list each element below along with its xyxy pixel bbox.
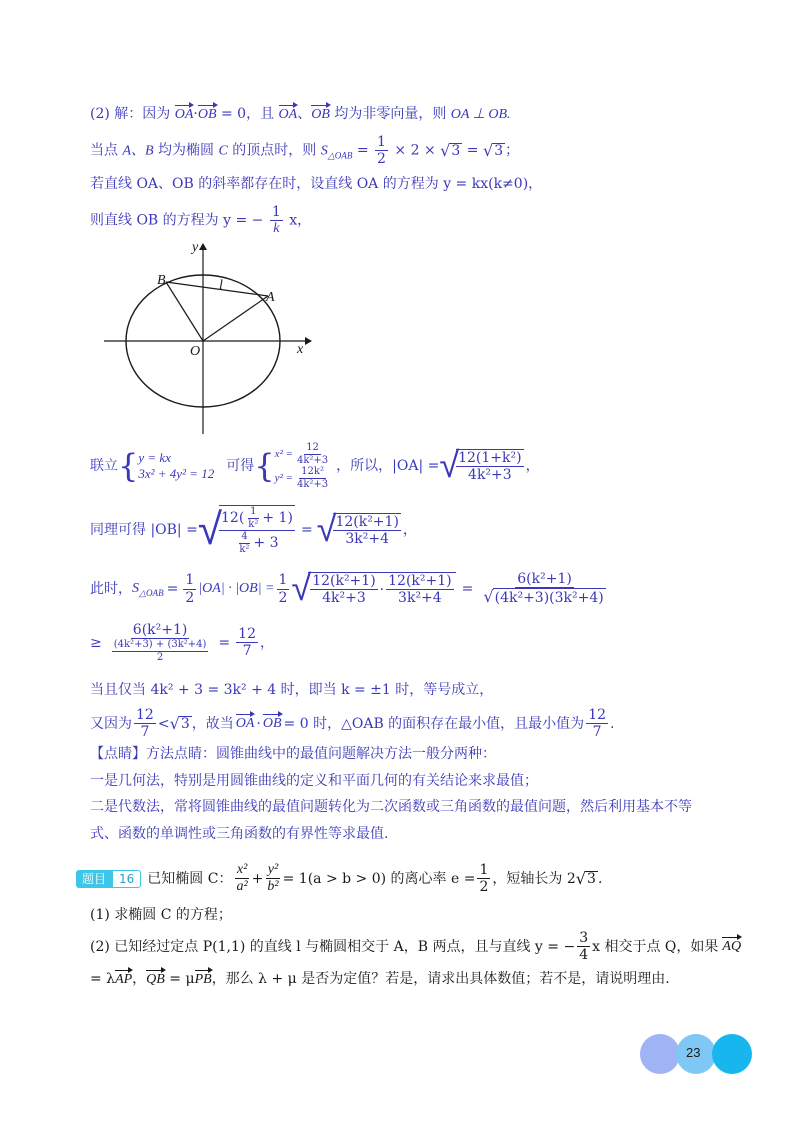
dot: · bbox=[193, 106, 198, 122]
fraction bbox=[265, 862, 280, 895]
text: ， bbox=[402, 522, 417, 538]
text: < bbox=[157, 715, 170, 732]
text: ， bbox=[525, 458, 540, 474]
vector-ap: AP bbox=[115, 972, 133, 987]
text: + bbox=[251, 870, 264, 887]
sqrt: √ 3 bbox=[440, 140, 461, 160]
fraction bbox=[246, 506, 260, 530]
numerator: 12k² bbox=[301, 466, 324, 477]
fraction bbox=[134, 707, 156, 740]
text: ，那么 λ + μ 是否为定值？若是，请求出具体数值；若不是，请说明理由. bbox=[211, 971, 670, 987]
segment-ob bbox=[166, 282, 203, 341]
area-symbol: S bbox=[320, 143, 328, 159]
sqrt: √ (4k²+3)(3k²+4) bbox=[483, 587, 604, 607]
fraction bbox=[277, 572, 290, 605]
question-stem bbox=[76, 862, 602, 895]
fraction bbox=[234, 862, 249, 895]
text: 均为非零向量，则 bbox=[334, 106, 447, 122]
text: ，故当 bbox=[191, 715, 234, 732]
fraction bbox=[456, 449, 523, 483]
vector-pb: PB bbox=[194, 972, 212, 987]
text: 已知椭圆 C： bbox=[147, 870, 233, 887]
text: ，所以，|OA| = bbox=[336, 458, 440, 474]
numerator: 4 bbox=[241, 531, 248, 542]
fraction bbox=[237, 531, 251, 555]
text: . bbox=[610, 715, 615, 732]
text: 方法点睛：圆锥曲线中的最值问题解决方法一般分两种： bbox=[146, 746, 496, 762]
fraction bbox=[577, 930, 590, 963]
text: 当点 bbox=[90, 142, 118, 159]
fraction bbox=[586, 707, 608, 740]
label-l: l bbox=[219, 278, 223, 293]
text: (2) 已知经过定点 P(1,1) 的直线 l 与椭圆相交于 A，B 两点，且与直线 y = − bbox=[90, 938, 576, 955]
fraction bbox=[108, 622, 213, 663]
denominator: 4k²+3 bbox=[322, 590, 366, 606]
vector-qb: QB bbox=[146, 972, 165, 987]
denominator: b² bbox=[267, 879, 279, 895]
ellipse-figure bbox=[100, 238, 315, 438]
solution-ob-line: 同理可得 |OB| = √ 12( $\frac{1}{\text{k²}}$ + 1) $\frac{4}{\text{k²}}$ + 3 = √ $\frac{\text{12(k²+1)}}{\text{3k²+4}}$ ， bbox=[90, 504, 417, 555]
label-a: A bbox=[266, 290, 275, 305]
numerator: 12 bbox=[588, 707, 607, 723]
numerator: 1 bbox=[278, 572, 288, 589]
text: = bbox=[356, 142, 369, 159]
vector-aq: AQ bbox=[722, 938, 742, 954]
numerator: 1 bbox=[377, 134, 386, 150]
denominator: 3k²+4 bbox=[398, 590, 442, 606]
label-b: B bbox=[157, 273, 166, 288]
solution-final-line bbox=[90, 707, 614, 740]
page-circle-right bbox=[712, 1034, 752, 1074]
dot: · bbox=[256, 715, 261, 732]
fraction bbox=[375, 134, 388, 167]
fraction bbox=[477, 862, 490, 895]
text: A、B bbox=[122, 143, 154, 159]
fraction bbox=[310, 573, 377, 606]
text: 则直线 OB 的方程为 y = − bbox=[90, 212, 264, 229]
denominator: 2 bbox=[156, 651, 164, 663]
text: 联立 bbox=[90, 458, 118, 474]
text: = λ bbox=[90, 971, 116, 987]
denominator: k bbox=[273, 221, 280, 237]
text: = bbox=[461, 581, 474, 597]
numerator: 1 bbox=[271, 204, 281, 220]
text: + 3 bbox=[253, 535, 279, 551]
fraction bbox=[481, 571, 607, 607]
text: ≥ bbox=[90, 634, 102, 651]
fraction bbox=[386, 573, 453, 606]
radicand: 3 bbox=[587, 871, 596, 888]
radicand: (4k²+3)(3k²+4) bbox=[494, 590, 604, 606]
denominator: 7 bbox=[592, 724, 602, 741]
label-x: x bbox=[297, 342, 304, 357]
numerator: 12(k²+1) bbox=[388, 572, 452, 589]
text: 的顶点时，则 bbox=[232, 142, 317, 159]
text: = 1(a > b > 0) 的离心率 e = bbox=[282, 870, 476, 887]
text: x² = bbox=[274, 448, 293, 460]
x-axis-arrow-icon bbox=[305, 337, 312, 345]
text: = 0，且 bbox=[220, 106, 275, 122]
badge-label: 题目 bbox=[76, 870, 112, 888]
question-badge bbox=[76, 870, 141, 888]
denominator: 7 bbox=[140, 724, 150, 741]
subscript: △OAB bbox=[327, 150, 353, 161]
numerator: (4k²+3) + (3k²+4) bbox=[113, 639, 207, 651]
denominator: 4k²+3 bbox=[468, 467, 512, 483]
text: 可得 bbox=[226, 458, 255, 474]
question-part-2-cont bbox=[90, 972, 670, 987]
denominator: 7 bbox=[242, 643, 252, 660]
text: ，短轴长为 2 bbox=[492, 870, 576, 887]
fraction bbox=[183, 572, 196, 605]
denominator: k² bbox=[248, 518, 259, 530]
numerator: 12(k²+1) bbox=[335, 513, 399, 530]
numerator: 12(1+k²) bbox=[458, 449, 522, 466]
text: = bbox=[218, 634, 231, 651]
solution-line-2 bbox=[90, 134, 519, 167]
tips-tag: 【点睛】 bbox=[90, 746, 146, 762]
equation: y = kx bbox=[138, 449, 171, 465]
text: 同理可得 |OB| = bbox=[90, 522, 198, 538]
denominator: 4k²+3 bbox=[296, 478, 329, 490]
text: x 相交于点 Q，如果 bbox=[592, 938, 719, 955]
denominator: 2 bbox=[377, 151, 386, 168]
sqrt: √ 3 bbox=[169, 713, 190, 733]
text: = bbox=[300, 522, 313, 538]
label-o: O bbox=[190, 344, 201, 359]
denominator bbox=[481, 588, 607, 607]
solution-area-line: 此时， S $_{\triangle OAB}$ = $\frac{1}{2}$ |OA| · |OB| = $\frac{1}{2}$ √ $\frac{\text{12(k²+1)}}{\text{4k²+3}}$ · $\frac{\text{12(k²+1)}}{\text{3k²+4}}$ = 6(k²+1) √ (4k²+3)(3k²+4) bbox=[90, 571, 610, 607]
tips-line-2: 一是几何法，特别是用圆锥曲线的定义和平面几何的有关结论来求最值； bbox=[90, 773, 538, 789]
badge-number: 16 bbox=[112, 870, 141, 888]
vector-oa: OA bbox=[174, 107, 194, 122]
area-symbol: S bbox=[132, 581, 139, 596]
text: = μ bbox=[169, 971, 195, 987]
label-y: y bbox=[192, 240, 199, 255]
numerator: 12 bbox=[238, 625, 256, 642]
y-axis-arrow-icon bbox=[199, 243, 207, 250]
denominator bbox=[233, 531, 280, 555]
tips-line-1 bbox=[90, 747, 496, 761]
fraction bbox=[219, 505, 295, 555]
text: 此时， bbox=[90, 581, 132, 597]
text: 均为椭圆 bbox=[158, 142, 215, 159]
numerator: 6(k²+1) bbox=[517, 571, 572, 588]
fraction bbox=[236, 626, 258, 659]
denominator: a² bbox=[236, 879, 248, 895]
text: 、 bbox=[297, 106, 312, 122]
line-l bbox=[166, 282, 268, 296]
text: ， bbox=[132, 971, 147, 987]
dot: · bbox=[379, 581, 385, 598]
text: C bbox=[218, 143, 228, 159]
denominator: 2 bbox=[278, 589, 288, 606]
vector-ob: OB bbox=[311, 107, 330, 122]
text: 12 bbox=[221, 510, 239, 526]
text: 又因为 bbox=[90, 715, 132, 732]
radicand bbox=[308, 572, 455, 606]
numerator: 1 bbox=[250, 506, 257, 517]
denominator: 2 bbox=[479, 879, 489, 896]
question-part-2 bbox=[90, 930, 741, 963]
text: (2) 解：因为 bbox=[90, 106, 171, 122]
radicand: 3 bbox=[494, 143, 504, 160]
text: y² = bbox=[274, 472, 293, 484]
vector-ob: OB bbox=[262, 715, 282, 731]
solution-system-line: 联立 { y = kx 3x² + 4y² = 12 可得 { x² = $\frac{12}{\text{4k²+3}}$ y² = $\frac{\text{12k²}}{\text{4k²+3}}$ ，所以，|OA| = √ $\frac{\text{12(1+k²)}}{\text{4k²+3}}$ ， bbox=[90, 442, 540, 490]
text: ， bbox=[259, 634, 274, 651]
system-2 bbox=[275, 442, 333, 490]
denominator: k² bbox=[239, 543, 250, 555]
text: OA ⊥ OB. bbox=[450, 107, 511, 122]
text: = bbox=[166, 581, 179, 597]
numerator: 12( $\frac{1}{\text{k²}}$ + 1) bbox=[221, 506, 293, 530]
tips-line-4: 式、函数的单调性或三角函数的有界性等求最值. bbox=[90, 826, 389, 842]
vector-oa: OA bbox=[235, 715, 255, 731]
text: . bbox=[597, 870, 603, 887]
fraction bbox=[333, 513, 400, 547]
tips-line-3: 二是代数法，常将圆锥曲线的最值问题转化为二次函数或三角函数的最值问题，然后利用基本不等 bbox=[90, 799, 692, 815]
text: = bbox=[466, 142, 479, 159]
vector-oa: OA bbox=[278, 107, 298, 122]
numerator: 6(k²+1) bbox=[132, 622, 188, 638]
fraction bbox=[112, 639, 209, 663]
denominator: 2 bbox=[185, 589, 195, 606]
solution-line-1 bbox=[90, 107, 511, 122]
subscript: △OAB bbox=[139, 588, 164, 599]
numerator: 1 bbox=[479, 862, 489, 878]
text: + 1 bbox=[262, 510, 288, 526]
numerator: 12 bbox=[136, 707, 154, 723]
denominator: 4 bbox=[579, 947, 589, 964]
numerator: y² bbox=[266, 862, 280, 879]
equation: 3x² + 4y² = 12 bbox=[138, 466, 215, 481]
denominator: 3k²+4 bbox=[345, 531, 389, 547]
solution-line-4 bbox=[90, 204, 311, 237]
fraction bbox=[270, 204, 283, 237]
page-number: 23 bbox=[686, 1045, 701, 1060]
page-circle-left bbox=[640, 1034, 680, 1074]
solution-equality-line: 当且仅当 4k² + 3 = 3k² + 4 时，即当 k = ±1 时，等号成立， bbox=[90, 682, 494, 698]
fraction bbox=[295, 442, 330, 466]
solution-ineq-line bbox=[90, 622, 274, 663]
vector-ob: OB bbox=[197, 107, 217, 122]
fraction bbox=[295, 466, 330, 490]
question-part-1: (1) 求椭圆 C 的方程； bbox=[90, 907, 232, 923]
sqrt: √ 3 bbox=[575, 868, 596, 888]
system-1 bbox=[138, 450, 214, 483]
text: × 2 × bbox=[394, 142, 436, 159]
solution-line-3: 若直线 OA、OB 的斜率都存在时，设直线 OA 的方程为 y = kx(k≠0)， bbox=[90, 176, 543, 192]
sqrt: √ 3 bbox=[482, 140, 504, 160]
text: x， bbox=[289, 212, 312, 229]
numerator: 3 bbox=[579, 930, 589, 946]
denominator bbox=[108, 639, 213, 663]
text: |OA| · |OB| = bbox=[198, 581, 275, 596]
numerator: 12 bbox=[306, 442, 319, 453]
denominator: 4k²+3 bbox=[296, 454, 329, 466]
numerator: 1 bbox=[185, 572, 195, 589]
text: = 0 时，△OAB 的面积存在最小值，且最小值为 bbox=[283, 715, 585, 732]
segment-oa bbox=[203, 296, 268, 341]
numerator: 12(k²+1) bbox=[312, 572, 376, 589]
numerator: x² bbox=[235, 862, 249, 879]
radicand: 3 bbox=[180, 716, 190, 733]
text: ； bbox=[505, 142, 520, 159]
radicand: 3 bbox=[451, 143, 461, 160]
